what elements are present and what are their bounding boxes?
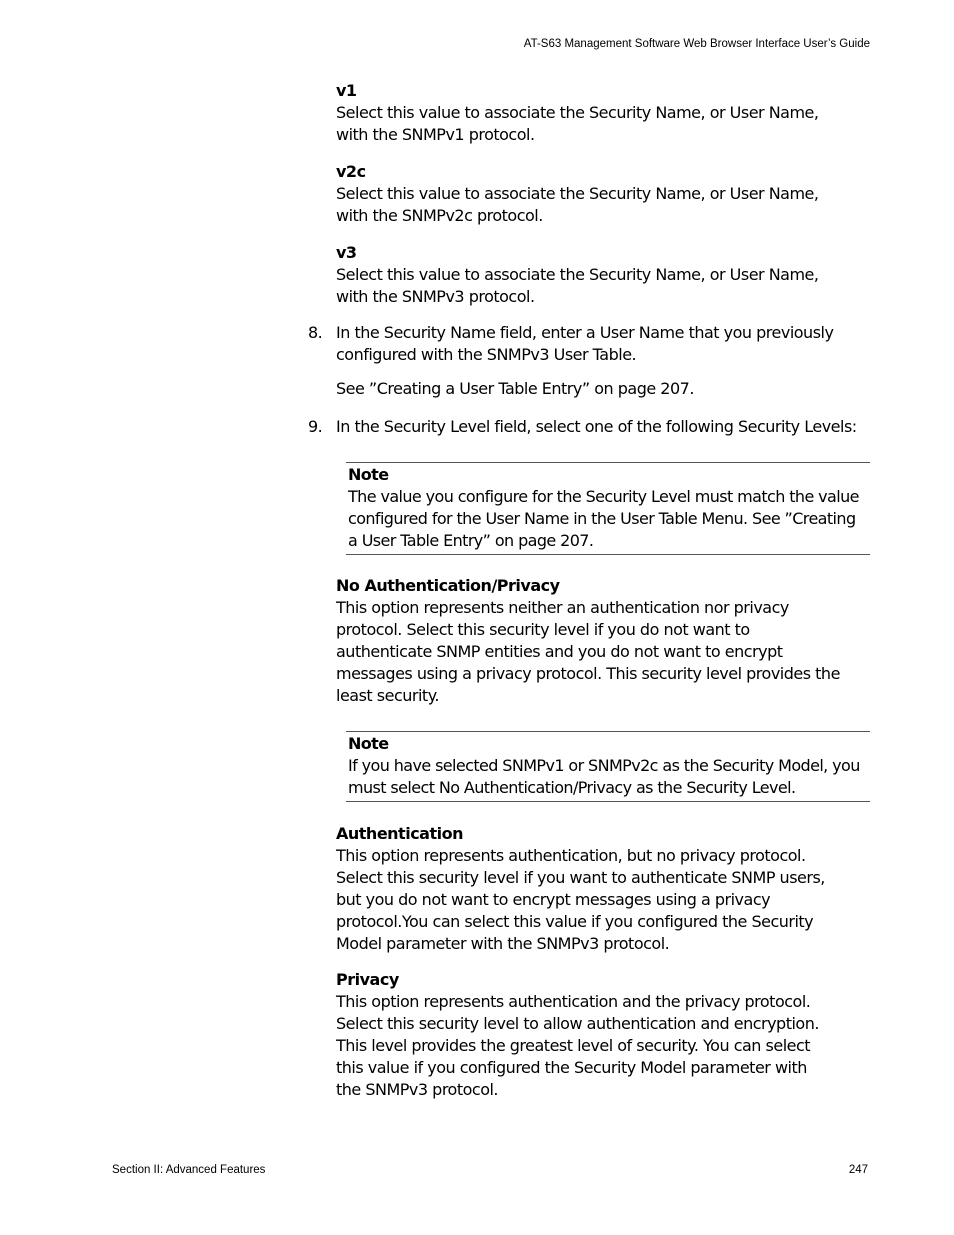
step-8-number: 8. <box>308 323 323 342</box>
privacy-line1: This option represents authentication and the privacy protocol. <box>336 992 811 1011</box>
v3-section <box>336 242 876 308</box>
note-1-line2: configured for the User Name in the User Table Menu. See ”Creating <box>348 509 856 528</box>
note-2-line1: If you have selected SNMPv1 or SNMPv2c as the Security Model, you <box>348 756 860 775</box>
no-auth-line2: protocol. Select this security level if you do not want to <box>336 620 750 639</box>
v2c-text-line1: Select this value to associate the Security Name, or User Name, <box>336 184 819 203</box>
privacy-section <box>336 969 876 1101</box>
authentication-line2: Select this security level if you want to authenticate SNMP users, <box>336 868 825 887</box>
privacy-line2: Select this security level to allow authentication and encryption. <box>336 1014 819 1033</box>
no-auth-section <box>336 575 876 707</box>
v3-text-line2: with the SNMPv3 protocol. <box>336 287 535 306</box>
step-8 <box>308 322 878 366</box>
privacy-line5: the SNMPv3 protocol. <box>336 1080 499 1099</box>
step-8-reference <box>336 378 876 400</box>
note-2-label: Note <box>348 734 389 753</box>
v1-text-line1: Select this value to associate the Security Name, or User Name, <box>336 103 819 122</box>
step-9 <box>308 416 878 438</box>
privacy-line4: this value if you configured the Security Model parameter with <box>336 1058 807 1077</box>
step-9-line1: In the Security Level field, select one of the following Security Levels: <box>336 417 857 436</box>
v3-heading: v3 <box>336 243 357 262</box>
note-1-line3: a User Table Entry” on page 207. <box>348 531 594 550</box>
authentication-line1: This option represents authentication, but no privacy protocol. <box>336 846 806 865</box>
note-box-1 <box>346 462 870 555</box>
v1-section <box>336 80 876 146</box>
no-auth-line4: messages using a privacy protocol. This security level provides the <box>336 664 840 683</box>
page-number: 247 <box>848 1164 868 1176</box>
step-8-see-link[interactable]: See ”Creating a User Table Entry” on page 207. <box>336 379 694 398</box>
v2c-text-line2: with the SNMPv2c protocol. <box>336 206 543 225</box>
note-1-label: Note <box>348 465 389 484</box>
note-1-line1: The value you configure for the Security Level must match the value <box>348 487 859 506</box>
no-auth-line1: This option represents neither an authentication nor privacy <box>336 598 789 617</box>
no-auth-line5: least security. <box>336 686 439 705</box>
no-auth-heading: No Authentication/Privacy <box>336 576 560 595</box>
v2c-section <box>336 161 876 227</box>
authentication-line5: Model parameter with the SNMPv3 protocol. <box>336 934 670 953</box>
step-9-number: 9. <box>308 417 323 436</box>
authentication-section <box>336 823 876 955</box>
v2c-heading: v2c <box>336 162 366 181</box>
authentication-line4: protocol.You can select this value if you configured the Security <box>336 912 814 931</box>
note-box-2 <box>346 731 870 802</box>
authentication-heading: Authentication <box>336 824 463 843</box>
step-8-line1: In the Security Name field, enter a User Name that you previously <box>336 323 834 342</box>
no-auth-line3: authenticate SNMP entities and you do not want to encrypt <box>336 642 783 661</box>
running-header: AT-S63 Management Software Web Browser Interface User’s Guide <box>523 38 870 50</box>
footer-section-title: Section II: Advanced Features <box>112 1164 266 1176</box>
privacy-line3: This level provides the greatest level of security. You can select <box>336 1036 811 1055</box>
note-2-line2: must select No Authentication/Privacy as the Security Level. <box>348 778 796 797</box>
v3-text-line1: Select this value to associate the Security Name, or User Name, <box>336 265 819 284</box>
v1-heading: v1 <box>336 81 357 100</box>
v1-text-line2: with the SNMPv1 protocol. <box>336 125 535 144</box>
step-8-line2: configured with the SNMPv3 User Table. <box>336 345 637 364</box>
privacy-heading: Privacy <box>336 970 399 989</box>
authentication-line3: but you do not want to encrypt messages using a privacy <box>336 890 771 909</box>
